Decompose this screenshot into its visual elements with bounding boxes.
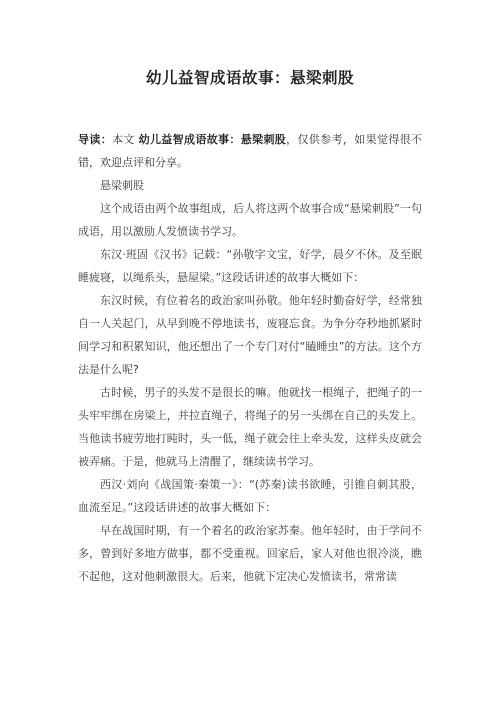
body-paragraph: 早在战国时期，有一个着名的政治家苏秦。他年轻时，由于学问不多，曾到好多地方做事，都不受重视。回家后，家人对他也很冷淡，瞧不起他，这对他刺激很大。后来，他就下定决心发愤读书，常常读 (78, 524, 422, 583)
lead-paragraph (78, 128, 422, 174)
body-paragraph: 东汉时候，有位着名的政治家叫孙敬。他年轻时勤奋好学，经常独自一人关起门，从早到晚不停地读书，废寝忘食。为争分夺秒地抓紧时间学习和积累知识，他还想出了一个专门对付“瞌睡虫”的方法。这个方法是什么呢? (78, 294, 422, 376)
lead-article-name: 幼儿益智成语故事：悬梁刺股 (138, 133, 287, 146)
body-paragraph: 东汉·班固《汉书》记载：“孙敬字文宝，好学，晨夕不休。及至眠睡疲寝，以绳系头，悬屋梁。”这段话讲述的故事大概如下： (78, 248, 422, 284)
document-title: 幼儿益智成语故事：悬梁刺股 (145, 69, 354, 87)
body-paragraph: 西汉·刘向《战国策·秦策一》：“(苏秦)读书欲睡，引锥自刺其股，血流至足。”这段话讲述的故事大概如下： (78, 478, 422, 514)
body-paragraph: 这个成语由两个故事组成，后人将这两个故事合成“悬梁刺股”一句成语，用以激励人发愤读书学习。 (78, 202, 422, 238)
body-paragraph: 古时候，男子的头发不是很长的嘛。他就找一根绳子，把绳子的一头牢牢绑在房梁上，并拉直绳子，将绳子的另一头绑在自己的头发上。当他读书疲劳地打盹时，头一低，绳子就会往上牵头发，这样头皮就会被弄痛。于是，他就马上清醒了，继续读书学习。 (78, 386, 422, 468)
lead-prefix: 本文 (112, 133, 139, 146)
lead-suffix: ，仅供参考，如果觉得很不错，欢迎点评和分享。 (78, 133, 423, 169)
lead-label: 导读： (78, 133, 113, 146)
section-heading: 悬梁刺股 (100, 179, 144, 192)
